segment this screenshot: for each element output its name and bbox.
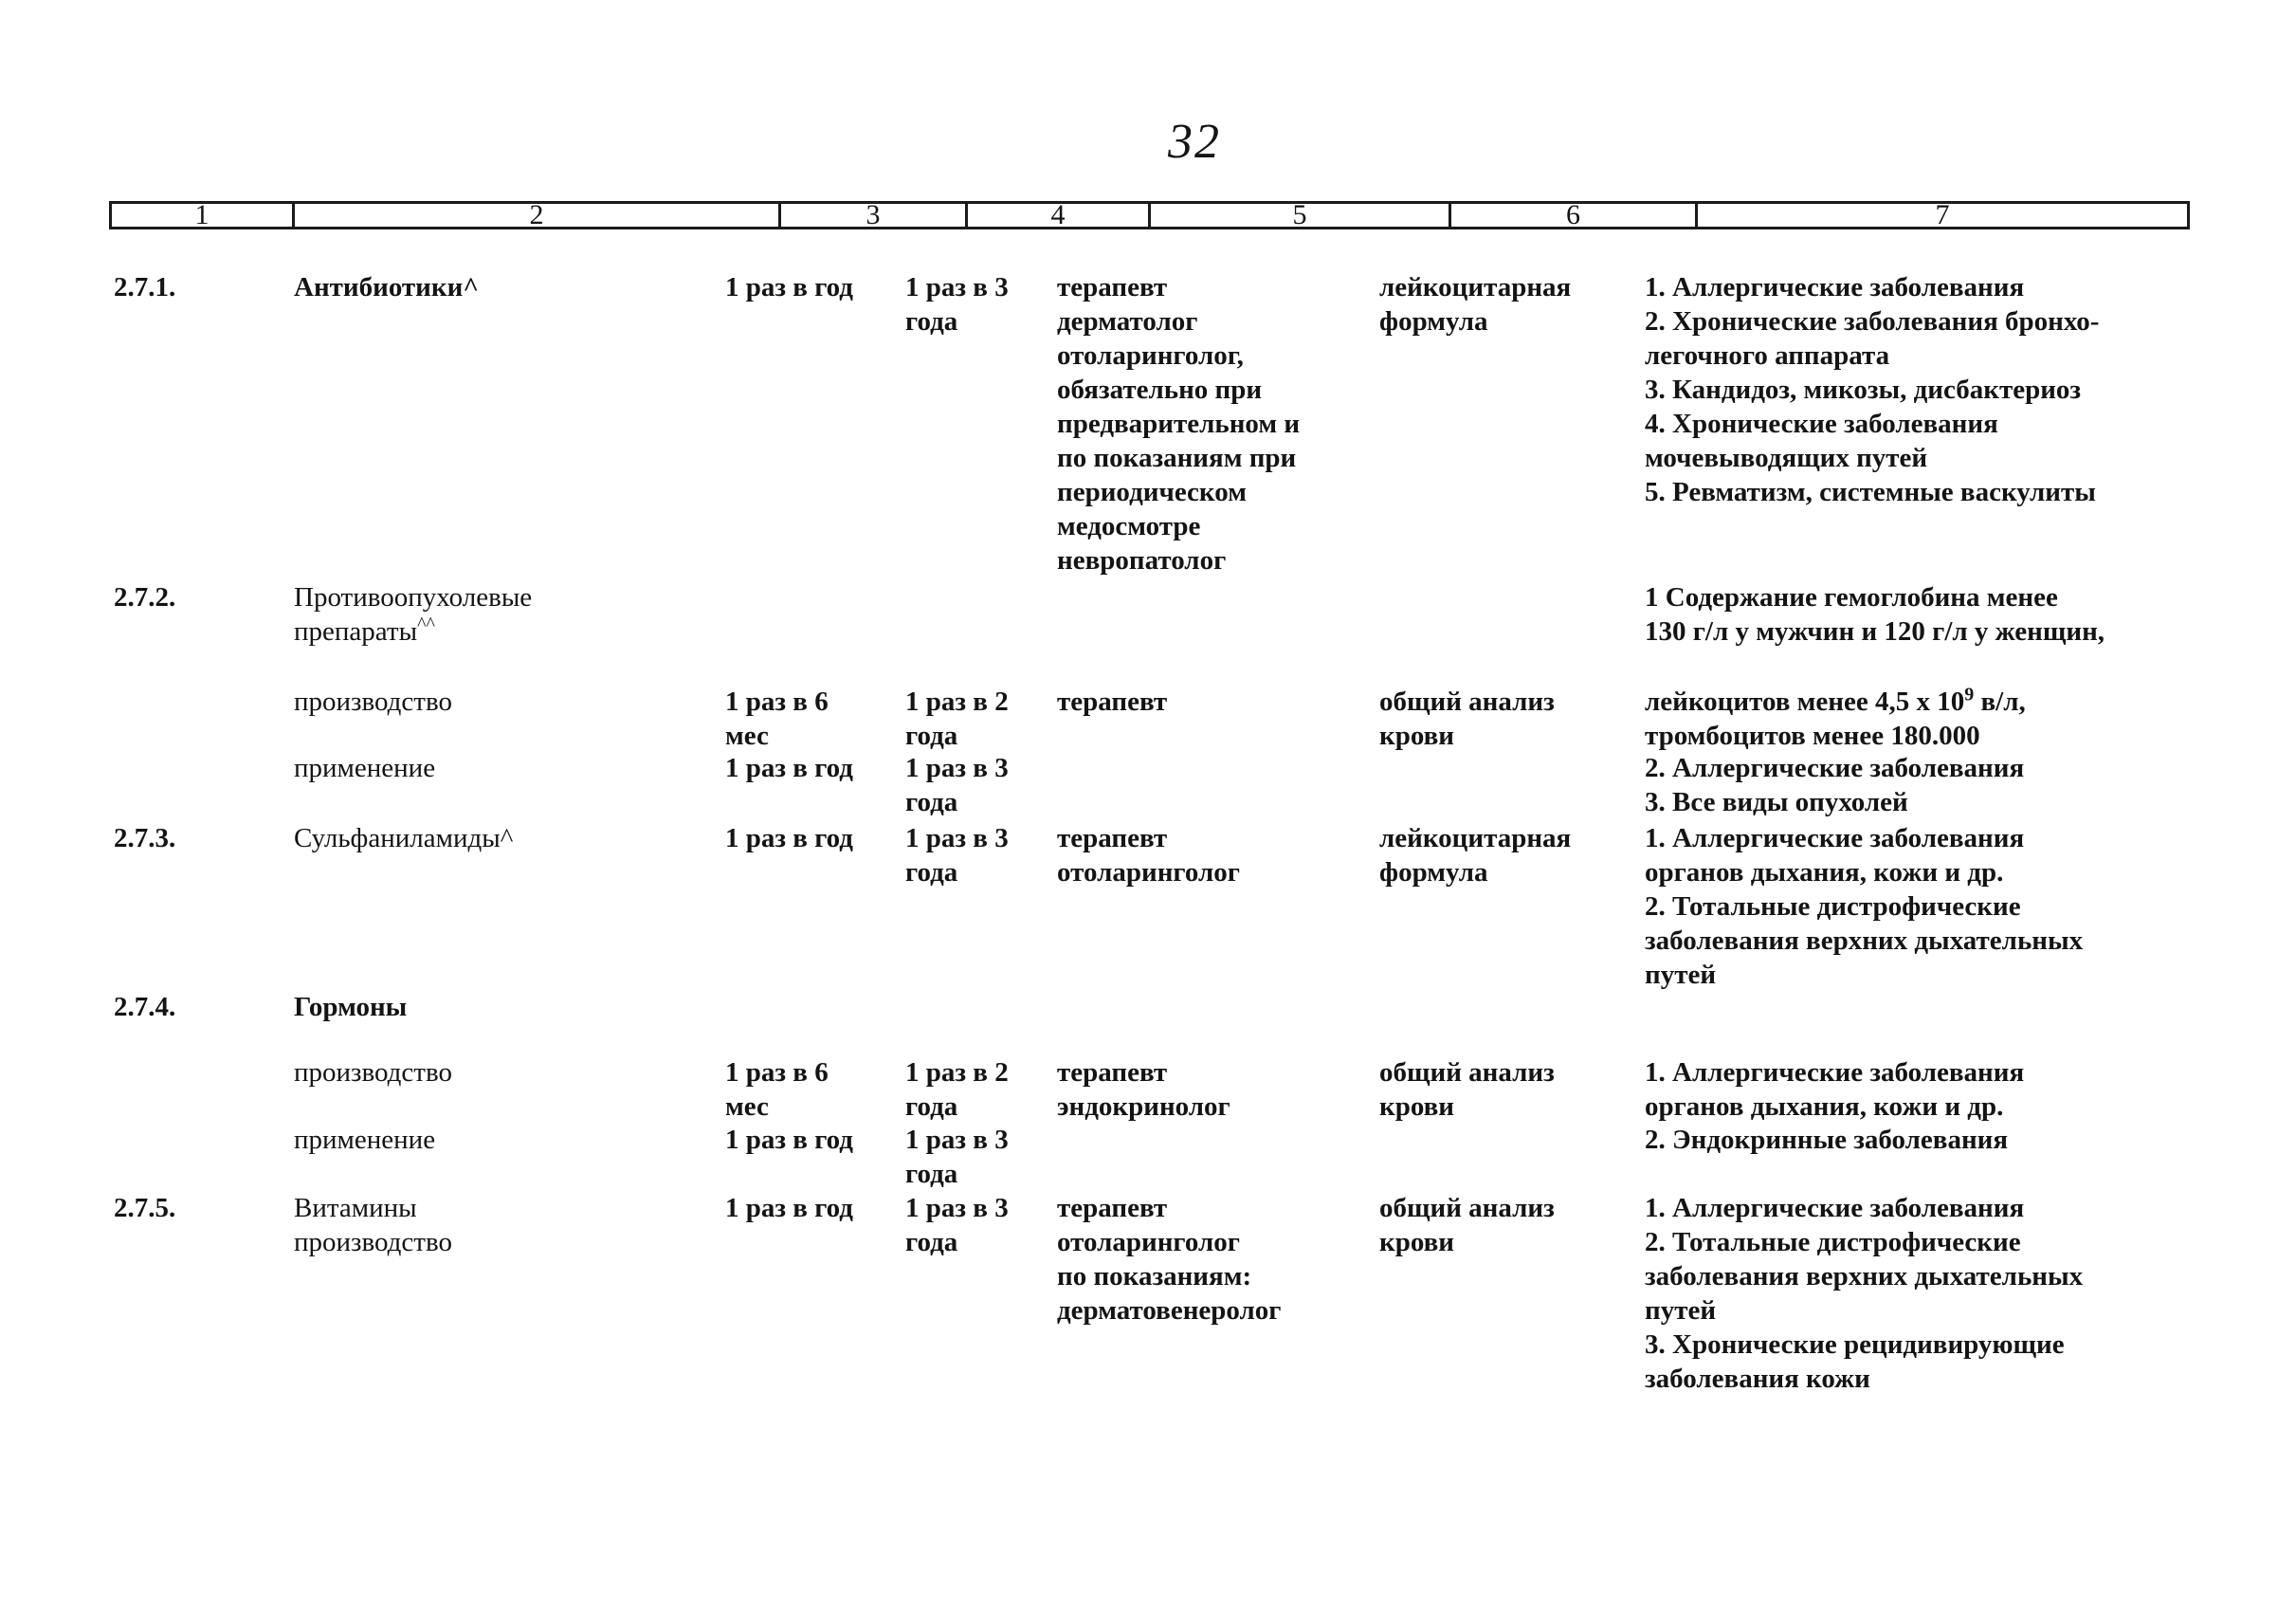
leukocytes-unit: в/л,: [1974, 687, 2026, 717]
row-frequency-2: 1 раз в 2 года: [905, 687, 1009, 751]
row-frequency-1: 1 раз в год: [725, 753, 853, 783]
column-header-6: 6: [1566, 199, 1580, 230]
row-specialists: терапевт отоларинголог по показаниям: дерматовенеролог: [1057, 1193, 1282, 1326]
row-frequency-1: 1 раз в год: [725, 1193, 853, 1223]
row-contraindications: 1. Аллергические заболевания 2. Тотальные дистрофические заболевания верхних дыхательных путей 3. Хронические рецидивирующие заболевания кожи: [1645, 1193, 2084, 1394]
row-contraindications: 2. Эндокринные заболевания: [1645, 1125, 2009, 1155]
row-name: Витамины производство: [294, 1193, 452, 1257]
row-tests: лейкоцитарная формула: [1379, 272, 1572, 337]
row-frequency-1: 1 раз в 6 мес: [725, 687, 829, 751]
row-code: 2.7.5.: [114, 1193, 176, 1223]
row-specialists: терапевт: [1057, 687, 1168, 717]
row-frequency-1: 1 раз в 6 мес: [725, 1057, 829, 1122]
row-name: Антибиотики^: [294, 272, 480, 302]
row-contraindications: 2. Аллергические заболевания 3. Все виды опухолей: [1645, 753, 2025, 817]
row-frequency-1: 1 раз в год: [725, 1125, 853, 1155]
row-code: 2.7.1.: [114, 272, 176, 302]
row-name-text: Противоопухолевые препараты: [294, 582, 533, 647]
row-tests: общий анализ крови: [1379, 1057, 1555, 1122]
column-header-4: 4: [1050, 199, 1066, 230]
row-frequency-2: 1 раз в 2 года: [905, 1057, 1009, 1122]
row-name: производство: [294, 1057, 452, 1088]
leukocytes-text: лейкоцитов менее 4,5 х 10: [1645, 687, 1965, 717]
row-frequency-2: 1 раз в 3 года: [905, 753, 1009, 817]
row-specialists: терапевт отоларинголог: [1057, 823, 1240, 888]
row-code: 2.7.2.: [114, 582, 176, 613]
row-specialists: терапевт дерматолог отоларинголог, обязательно при предварительном и по показаниям при периодическом медосмотре невропатолог: [1057, 272, 1301, 576]
column-header-3: 3: [866, 199, 881, 230]
row-tests: общий анализ крови: [1379, 1193, 1555, 1257]
exponent: 9: [1964, 684, 1975, 705]
row-tests: общий анализ крови: [1379, 687, 1555, 751]
row-contraindications: [1645, 685, 2232, 753]
row-code: 2.7.3.: [114, 823, 176, 853]
row-contraindications: 1. Аллергические заболевания 2. Хронические заболевания бронхо- легочного аппарата 3. Кандидоз, микозы, дисбактериоз 4. Хронические заболевания мочевыводящих путей 5. Ревматизм, системные васкулиты: [1645, 272, 2100, 507]
row-name-superscript: ^^: [417, 614, 435, 635]
row-code: 2.7.4.: [114, 992, 176, 1022]
row-name: применение: [294, 1125, 436, 1155]
column-header-1: 1: [194, 199, 210, 230]
column-header-5: 5: [1292, 199, 1307, 230]
row-contraindications: 1 Содержание гемоглобина менее 130 г/л у мужчин и 120 г/л у женщин,: [1645, 582, 2105, 647]
row-contraindications: 1. Аллергические заболевания органов дыхания, кожи и др.: [1645, 1057, 2025, 1122]
row-frequency-1: 1 раз в год: [725, 823, 853, 853]
row-specialists: терапевт эндокринолог: [1057, 1057, 1230, 1122]
row-frequency-2: 1 раз в 3 года: [905, 1125, 1009, 1189]
row-name: [294, 580, 711, 649]
row-frequency-2: 1 раз в 3 года: [905, 1193, 1009, 1257]
row-name: применение: [294, 753, 436, 783]
column-header-2: 2: [529, 199, 544, 230]
row-frequency-1: 1 раз в год: [725, 272, 853, 302]
page-number: 32: [1168, 115, 1221, 169]
platelets-text: тромбоцитов менее 180.000: [1645, 721, 1980, 751]
row-name: Гормоны: [294, 992, 408, 1022]
row-name: производство: [294, 687, 452, 717]
column-header-row: [109, 201, 2190, 229]
row-name: Сульфаниламиды^: [294, 823, 514, 853]
row-contraindications: 1. Аллергические заболевания органов дыхания, кожи и др. 2. Тотальные дистрофические заболевания верхних дыхательных путей: [1645, 823, 2084, 990]
row-frequency-2: 1 раз в 3 года: [905, 823, 1009, 888]
row-frequency-2: 1 раз в 3 года: [905, 272, 1009, 337]
column-header-7: 7: [1935, 199, 1950, 230]
row-tests: лейкоцитарная формула: [1379, 823, 1572, 888]
